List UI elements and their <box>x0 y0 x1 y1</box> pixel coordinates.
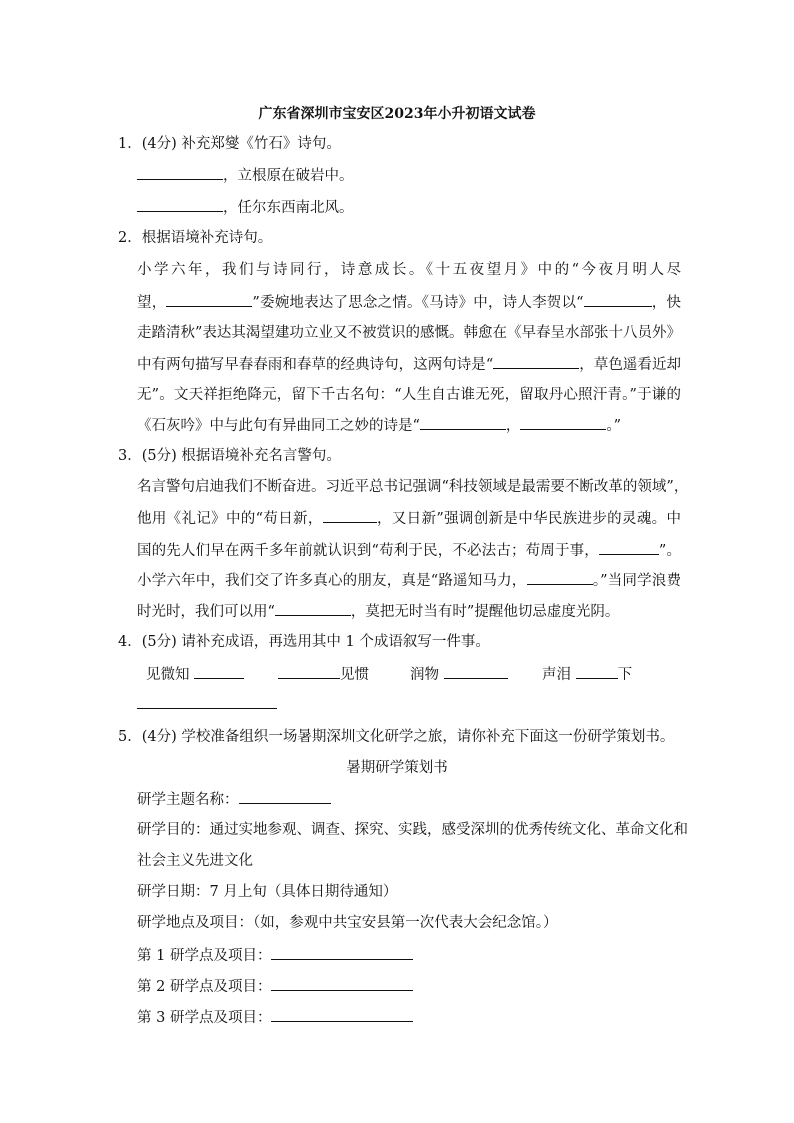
q2-text: 。” <box>606 418 622 434</box>
plan-theme-label: 研学主题名称： <box>137 792 239 808</box>
q3-para-line <box>137 540 681 561</box>
answer-blank[interactable] <box>444 664 508 679</box>
answer-blank[interactable] <box>493 354 579 369</box>
plan-title: 暑期研学策划书 <box>346 760 448 776</box>
q1-line-1 <box>137 165 354 186</box>
q2-para-line: 小学六年，我们与诗同行，诗意成长。《十五夜望月》中的“今夜月明人尽 <box>137 262 681 278</box>
idiom-text: 下 <box>617 667 633 683</box>
idiom-text: 见惯 <box>340 667 369 683</box>
idiom-3 <box>410 664 508 685</box>
q4-writing-line <box>137 694 277 715</box>
plan-site-3 <box>137 1007 413 1028</box>
q2-text: ， <box>505 418 521 434</box>
plan-date: 研学日期：7 月上旬（具体日期待通知） <box>137 884 398 900</box>
q3-text: 小学六年中，我们交了许多真心的朋友，真是“路遥知马力， <box>137 573 527 589</box>
answer-blank[interactable] <box>420 415 506 430</box>
exam-title: 广东省深圳市宝安区2023年小升初语文试卷 <box>258 106 536 122</box>
q1-line-2-text: ，任尔东西南北风。 <box>223 200 354 216</box>
q2-text: ，草色遥看近却 <box>579 357 681 373</box>
q2-text: ”委婉地表达了思念之情。《马诗》中，诗人李贺以“ <box>252 295 584 311</box>
answer-blank[interactable] <box>271 976 413 991</box>
q1-heading: 1．(4分) 补充郑燮《竹石》诗句。 <box>118 136 341 152</box>
answer-blank[interactable] <box>576 664 618 679</box>
q3-para-line <box>137 508 681 529</box>
q3-text: 国的先人们早在两千多年前就认识到“苟利于民，不必法古；苟周于事， <box>137 543 599 559</box>
q1-line-1-text: ，立根原在破岩中。 <box>223 168 354 184</box>
q3-para-line <box>137 601 619 622</box>
plan-site-label: 第 2 研学点及项目： <box>137 979 272 995</box>
q3-para-line <box>137 570 681 591</box>
plan-place: 研学地点及项目：（如，参观中共宝安县第一次代表大会纪念馆。） <box>137 915 558 931</box>
answer-blank[interactable] <box>323 508 377 523</box>
q1-line-2 <box>137 197 354 218</box>
answer-blank[interactable] <box>137 165 223 180</box>
answer-blank[interactable] <box>275 601 351 616</box>
answer-blank[interactable] <box>271 945 413 960</box>
q3-text: 他用《礼记》中的“苟日新， <box>137 511 323 527</box>
q3-text: ，莫把无时当有时”提醒他切忌虚度光阴。 <box>350 604 620 620</box>
idiom-4 <box>542 664 632 685</box>
q2-para-line <box>137 292 681 313</box>
idiom-text: 润物 <box>410 667 439 683</box>
q2-text: 《石灰吟》中与此句有异曲同工之妙的诗是“ <box>137 418 420 434</box>
answer-blank[interactable] <box>137 197 223 212</box>
q2-para-line: 无”。文天祥拒绝降元，留下千古名句：“人生自古谁无死，留取丹心照汗青。”于谦的 <box>137 387 681 403</box>
q3-heading: 3．(5分) 根据语境补充名言警句。 <box>118 448 341 464</box>
q2-text: 望， <box>137 295 167 311</box>
answer-blank[interactable] <box>166 292 252 307</box>
idiom-2 <box>278 664 369 685</box>
idiom-text: 声泪 <box>542 667 571 683</box>
q2-para-line <box>137 354 681 375</box>
q3-text: 。”当同学浪费 <box>592 573 681 589</box>
q5-heading: 5．(4分) 学校准备组织一场暑期深圳文化研学之旅，请你补充下面这一份研学策划书。 <box>118 729 675 745</box>
q3-text: ，又日新”强调创新是中华民族进步的灵魂。中 <box>376 511 681 527</box>
answer-blank[interactable] <box>194 664 244 679</box>
q3-para-line: 名言警句启迪我们不断奋进。习近平总书记强调“科技领域是最需要不断改革的领域”， <box>137 479 689 495</box>
plan-site-1 <box>137 945 413 966</box>
plan-purpose-line-1: 研学目的：通过实地参观、调查、探究、实践，感受深圳的优秀传统文化、革命文化和 <box>137 822 688 838</box>
plan-site-label: 第 1 研学点及项目： <box>137 948 272 964</box>
answer-blank[interactable] <box>278 664 340 679</box>
q4-heading: 4．(5分) 请补充成语，再选用其中 1 个成语叙写一件事。 <box>118 634 490 650</box>
idiom-text: 见微知 <box>146 667 190 683</box>
answer-blank[interactable] <box>239 789 331 804</box>
q2-heading: 2．根据语境补充诗句。 <box>118 230 273 246</box>
q2-para-line: 走踏清秋”表达其渴望建功立业又不被赏识的感慨。韩愈在《早春呈水部张十八员外》 <box>137 325 681 341</box>
q2-para-line <box>137 415 621 436</box>
q3-text: ”。 <box>658 543 681 559</box>
plan-site-2 <box>137 976 413 997</box>
answer-blank[interactable] <box>271 1007 413 1022</box>
answer-blank[interactable] <box>584 292 652 307</box>
q2-text: ，快 <box>651 295 682 311</box>
plan-theme <box>137 789 331 810</box>
plan-purpose-line-2: 社会主义先进文化 <box>137 853 253 869</box>
plan-site-label: 第 3 研学点及项目： <box>137 1010 272 1026</box>
q2-text: 中有两句描写早春春雨和春草的经典诗句，这两句诗是“ <box>137 357 494 373</box>
answer-blank[interactable] <box>599 540 659 555</box>
idiom-1 <box>146 664 244 685</box>
answer-blank[interactable] <box>527 570 593 585</box>
answer-blank[interactable] <box>520 415 606 430</box>
answer-blank[interactable] <box>137 694 277 709</box>
q3-text: 时光时，我们可以用“ <box>137 604 275 620</box>
